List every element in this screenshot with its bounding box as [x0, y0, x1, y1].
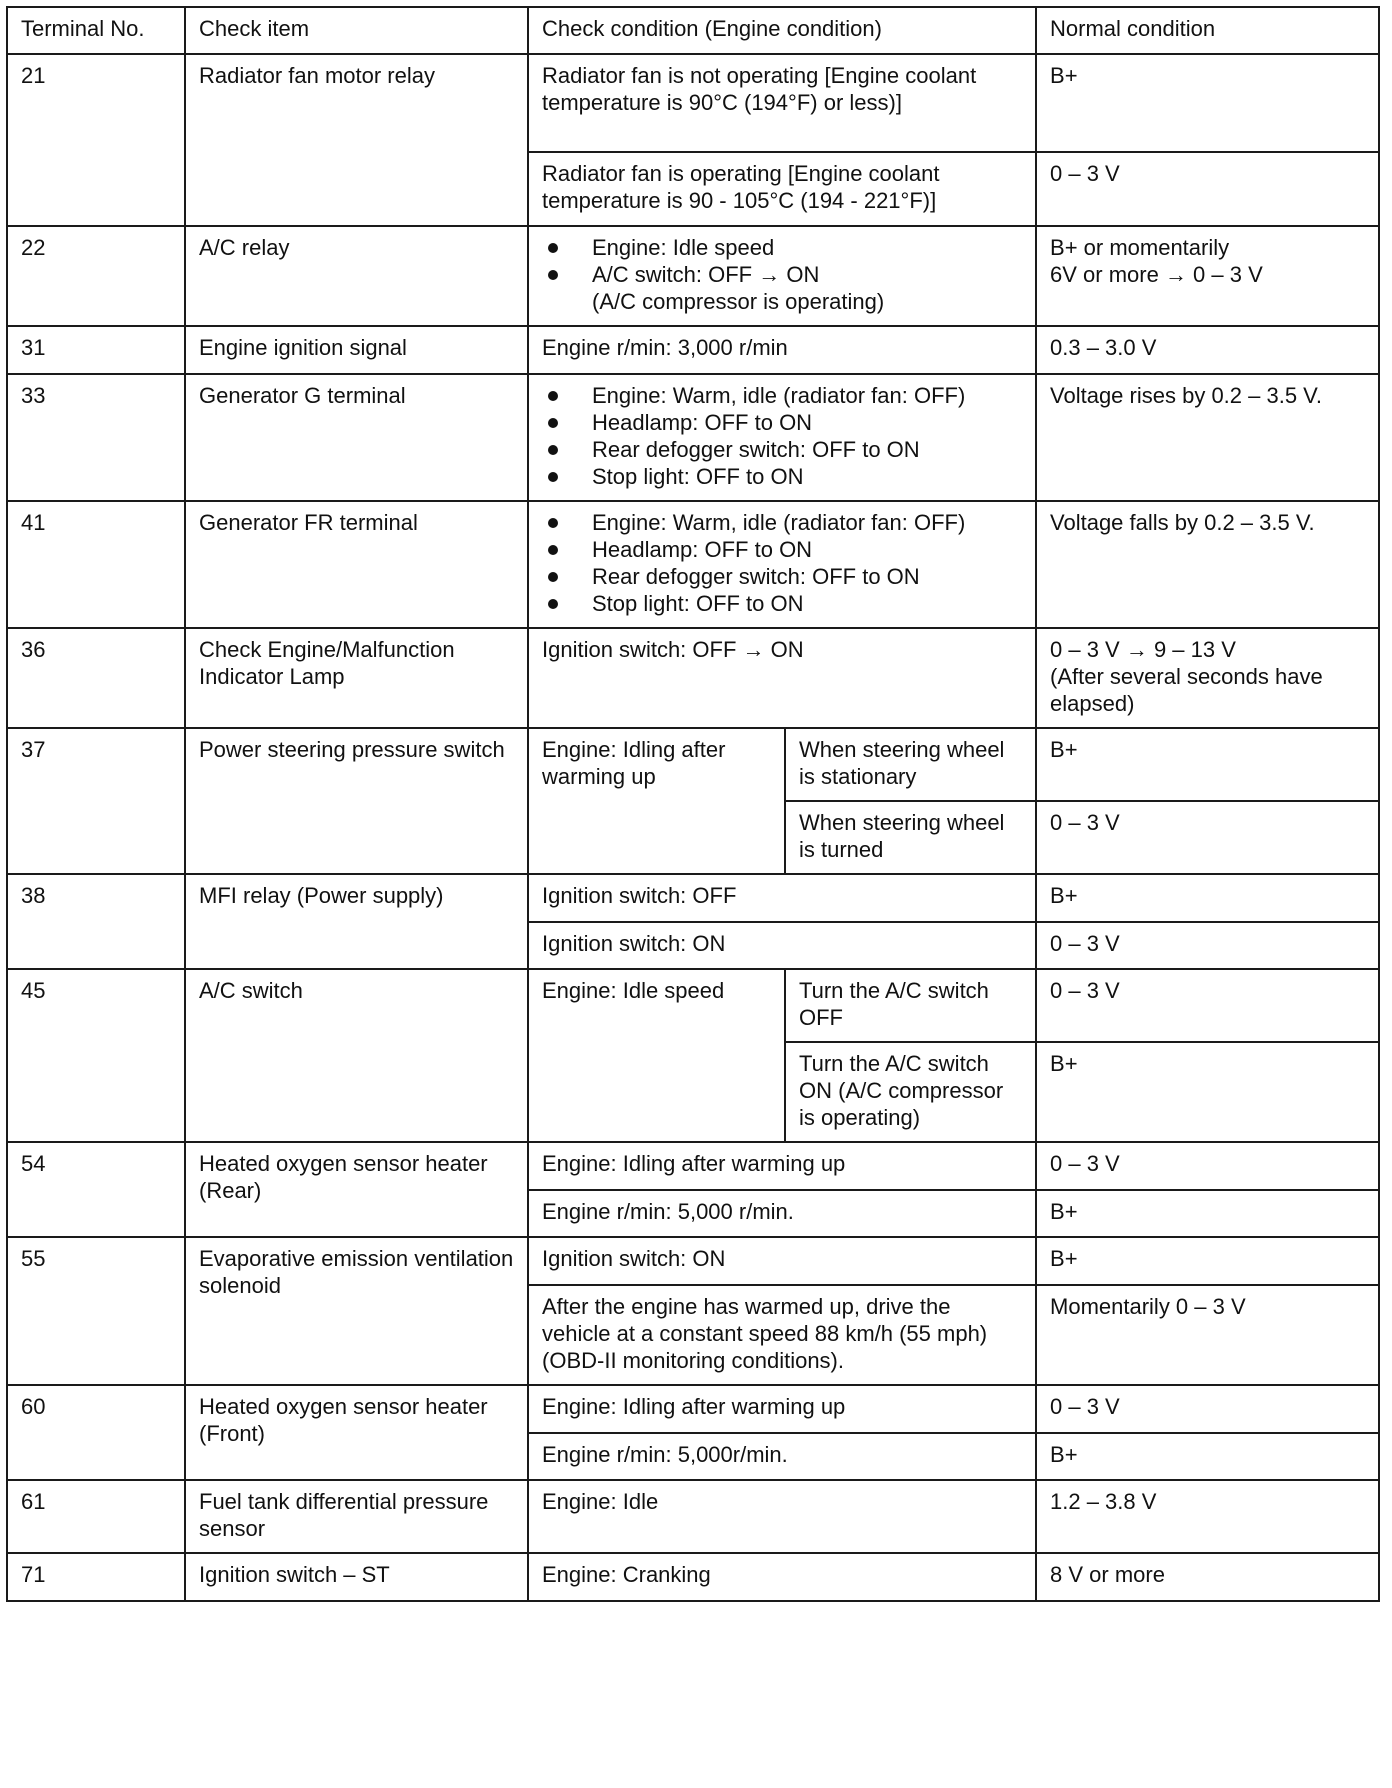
terminal-check-table — [6, 6, 1380, 1602]
check-condition-cell: After the engine has warmed up, drive the vehicle at a constant speed 88 km/h (55 mph) (OBD-II monitoring conditions). — [528, 1285, 1036, 1385]
header-row — [7, 7, 1379, 54]
normal-condition-cell: B+ — [1036, 1433, 1379, 1480]
terminal-no-cell: 21 — [7, 54, 185, 226]
normal-condition-cell: 1.2 – 3.8 V — [1036, 1480, 1379, 1553]
list-item — [542, 563, 1024, 590]
check-item-cell: Generator G terminal — [185, 374, 528, 501]
check-condition-cell: Engine r/min: 5,000r/min. — [528, 1433, 1036, 1480]
check-item-cell: Engine ignition signal — [185, 326, 528, 374]
normal-condition-cell: B+ — [1036, 1190, 1379, 1237]
normal-condition-cell: 0 – 3 V — [1036, 1142, 1379, 1190]
header-check-item: Check item — [185, 7, 528, 54]
terminal-no-cell: 60 — [7, 1385, 185, 1480]
normal-condition-cell: B+ or momentarily 6V or more → 0 – 3 V — [1036, 226, 1379, 326]
list-item — [542, 463, 1024, 490]
list-item — [542, 509, 1024, 536]
check-item-cell: Evaporative emission ventilation solenoid — [185, 1237, 528, 1385]
normal-condition-cell: 0 – 3 V → 9 – 13 V (After several seconds have elapsed) — [1036, 628, 1379, 728]
condition-bullet-list — [542, 509, 1024, 617]
terminal-no-cell: 41 — [7, 501, 185, 628]
list-item — [542, 234, 1024, 261]
bullet-icon — [548, 572, 558, 582]
terminal-no-cell: 33 — [7, 374, 185, 501]
terminal-no-cell: 38 — [7, 874, 185, 969]
list-item-text: Engine: Warm, idle (radiator fan: OFF) — [592, 383, 966, 408]
terminal-no-cell: 55 — [7, 1237, 185, 1385]
check-condition-cell: Ignition switch: ON — [528, 1237, 1036, 1285]
check-condition-cell: Engine: Cranking — [528, 1553, 1036, 1601]
check-condition-cell — [528, 226, 1036, 326]
sub-condition-cell: Turn the A/C switch ON (A/C compressor is operating) — [785, 1042, 1036, 1142]
bullet-icon — [548, 445, 558, 455]
list-item — [542, 261, 1024, 315]
check-condition-cell: Ignition switch: ON — [528, 922, 1036, 969]
check-condition-cell: Engine r/min: 5,000 r/min. — [528, 1190, 1036, 1237]
list-item — [542, 536, 1024, 563]
table-row-38 — [7, 874, 1379, 922]
normal-condition-cell: 0 – 3 V — [1036, 152, 1379, 226]
bullet-icon — [548, 545, 558, 555]
terminal-no-cell: 36 — [7, 628, 185, 728]
terminal-no-cell: 54 — [7, 1142, 185, 1237]
table-row-55 — [7, 1237, 1379, 1285]
list-item-text: Rear defogger switch: OFF to ON — [592, 437, 920, 462]
normal-condition-cell: Momentarily 0 – 3 V — [1036, 1285, 1379, 1385]
table-row-41 — [7, 501, 1379, 628]
sub-condition-cell: When steering wheel is stationary — [785, 728, 1036, 801]
terminal-no-cell: 71 — [7, 1553, 185, 1601]
list-item — [542, 382, 1024, 409]
condition-bullet-list — [542, 234, 1024, 315]
bullet-icon — [548, 599, 558, 609]
table-row-45 — [7, 969, 1379, 1042]
bullet-icon — [548, 243, 558, 253]
header-terminal-no: Terminal No. — [7, 7, 185, 54]
table-row-61 — [7, 1480, 1379, 1553]
list-item-text: A/C switch: OFF → ON — [592, 262, 820, 287]
normal-condition-cell: B+ — [1036, 728, 1379, 801]
list-item-text: Rear defogger switch: OFF to ON — [592, 564, 920, 589]
check-item-cell: Fuel tank differential pressure sensor — [185, 1480, 528, 1553]
normal-condition-cell: 8 V or more — [1036, 1553, 1379, 1601]
bullet-icon — [548, 472, 558, 482]
check-item-cell: Power steering pressure switch — [185, 728, 528, 874]
table-row-37 — [7, 728, 1379, 801]
sub-condition-cell: Turn the A/C switch OFF — [785, 969, 1036, 1042]
normal-condition-cell: B+ — [1036, 1237, 1379, 1285]
check-condition-cell: Radiator fan is operating [Engine coolant temperature is 90 - 105°C (194 - 221°F)] — [528, 152, 1036, 226]
normal-condition-cell: B+ — [1036, 54, 1379, 152]
check-condition-cell: Engine: Idle — [528, 1480, 1036, 1553]
list-item-subtext: (A/C compressor is operating) — [592, 289, 885, 314]
terminal-no-cell: 31 — [7, 326, 185, 374]
list-item-text: Headlamp: OFF to ON — [592, 537, 813, 562]
check-condition-cell: Ignition switch: OFF — [528, 874, 1036, 922]
check-condition-cell: Engine: Idle speed — [528, 969, 785, 1142]
check-item-cell: Generator FR terminal — [185, 501, 528, 628]
check-item-cell: Heated oxygen sensor heater (Rear) — [185, 1142, 528, 1237]
terminal-no-cell: 37 — [7, 728, 185, 874]
terminal-no-cell: 45 — [7, 969, 185, 1142]
check-item-cell: A/C switch — [185, 969, 528, 1142]
table-row-21 — [7, 54, 1379, 152]
normal-condition-cell: 0 – 3 V — [1036, 1385, 1379, 1433]
header-check-condition: Check condition (Engine condition) — [528, 7, 1036, 54]
normal-condition-cell: 0.3 – 3.0 V — [1036, 326, 1379, 374]
table-row-54 — [7, 1142, 1379, 1190]
list-item-text: Engine: Idle speed — [592, 235, 775, 260]
check-item-cell: Ignition switch – ST — [185, 1553, 528, 1601]
normal-condition-cell: 0 – 3 V — [1036, 922, 1379, 969]
table-row-60 — [7, 1385, 1379, 1433]
bullet-icon — [548, 391, 558, 401]
sub-condition-cell: When steering wheel is turned — [785, 801, 1036, 874]
normal-condition-cell: B+ — [1036, 874, 1379, 922]
check-condition-cell: Engine: Idling after warming up — [528, 1385, 1036, 1433]
check-condition-cell: Engine: Idling after warming up — [528, 728, 785, 874]
list-item-text: Engine: Warm, idle (radiator fan: OFF) — [592, 510, 966, 535]
table-row-31 — [7, 326, 1379, 374]
table-row-71 — [7, 1553, 1379, 1601]
normal-condition-cell: B+ — [1036, 1042, 1379, 1142]
list-item-text: Headlamp: OFF to ON — [592, 410, 813, 435]
check-item-cell: Check Engine/Malfunction Indicator Lamp — [185, 628, 528, 728]
bullet-icon — [548, 418, 558, 428]
table-row-33 — [7, 374, 1379, 501]
check-condition-cell — [528, 501, 1036, 628]
list-item-text: Stop light: OFF to ON — [592, 591, 804, 616]
check-item-cell: Heated oxygen sensor heater (Front) — [185, 1385, 528, 1480]
terminal-no-cell: 22 — [7, 226, 185, 326]
normal-condition-cell: Voltage rises by 0.2 – 3.5 V. — [1036, 374, 1379, 501]
check-condition-cell: Engine: Idling after warming up — [528, 1142, 1036, 1190]
check-condition-cell — [528, 374, 1036, 501]
list-item — [542, 409, 1024, 436]
list-item — [542, 436, 1024, 463]
check-condition-cell: Ignition switch: OFF → ON — [528, 628, 1036, 728]
check-condition-cell: Engine r/min: 3,000 r/min — [528, 326, 1036, 374]
header-normal-condition: Normal condition — [1036, 7, 1379, 54]
list-item-text: Stop light: OFF to ON — [592, 464, 804, 489]
bullet-icon — [548, 270, 558, 280]
normal-condition-cell: Voltage falls by 0.2 – 3.5 V. — [1036, 501, 1379, 628]
check-item-cell: A/C relay — [185, 226, 528, 326]
table-row-36 — [7, 628, 1379, 728]
table-row-22 — [7, 226, 1379, 326]
check-item-cell: MFI relay (Power supply) — [185, 874, 528, 969]
check-item-cell: Radiator fan motor relay — [185, 54, 528, 226]
normal-condition-cell: 0 – 3 V — [1036, 801, 1379, 874]
normal-condition-cell: 0 – 3 V — [1036, 969, 1379, 1042]
list-item — [542, 590, 1024, 617]
terminal-no-cell: 61 — [7, 1480, 185, 1553]
bullet-icon — [548, 518, 558, 528]
check-condition-cell: Radiator fan is not operating [Engine coolant temperature is 90°C (194°F) or less)] — [528, 54, 1036, 152]
condition-bullet-list — [542, 382, 1024, 490]
